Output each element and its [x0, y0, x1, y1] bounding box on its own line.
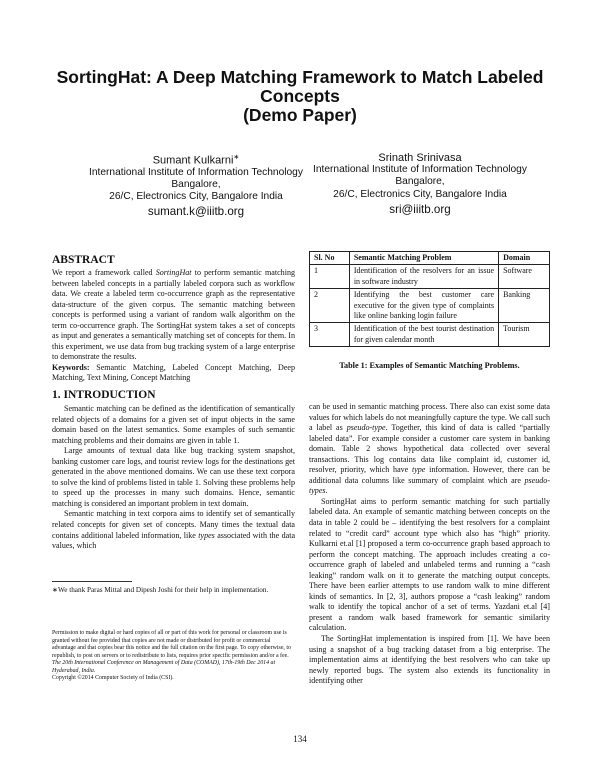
- section-heading-introduction: 1. INTRODUCTION: [52, 389, 156, 401]
- author-block-2: [300, 152, 540, 216]
- page-number: 134: [293, 734, 307, 744]
- table-row: [310, 323, 550, 347]
- table-row: [310, 265, 550, 289]
- table-cell: 1: [310, 265, 350, 289]
- intro-paragraph-3: Semantic matching in text corpora aims to identify set of semantically related concepts for given set of concepts. Many times the textual data contains additional labeled information, like types associated with the data values, which: [52, 509, 296, 551]
- permission-notice: [52, 630, 295, 683]
- introduction-body: [52, 404, 295, 552]
- intro-paragraph-1: Semantic matching can be defined as the identification of semantically related objects of a domains for a given set of input objects in the same domain based on the latest semantics. Some examples of such semantic matching problems and their domains are given in table 1.: [52, 404, 295, 445]
- table-cell: Tourism: [499, 323, 550, 347]
- abstract-body: We report a framework called SortingHat to perform semantic matching between labeled concepts in a partially labeled corpora such as workflow data. We create a labeled term co-occurrence graph as the representative data-structure of the given corpus. The semantic matching between concepts is performed using a variant of random walk algorithm on the term co-occurrence graph. The SortingHat system takes a set of concepts as input and generates a semantically matching set of concepts for them. In this experiment, we use data from bug tracking system of a large enterprise to demonstrate the results. Keywords: Semantic Matching, Labeled Concept Matching, Deep Matching, Text Mining, Concept Matching: [52, 268, 295, 383]
- table-cell: Banking: [499, 289, 550, 323]
- author-email[interactable]: sri@iiitb.org: [389, 202, 451, 216]
- table-semantic-matching-problems: [309, 251, 550, 347]
- title-line-1: SortingHat: A Deep Matching Framework to Match Labeled: [56, 67, 544, 87]
- table-row: [310, 289, 550, 323]
- title-line-2: Concepts: [260, 86, 340, 106]
- paper-title: [20, 68, 580, 125]
- table-cell: Software: [499, 265, 550, 289]
- table-cell: 3: [310, 323, 350, 347]
- abstract-heading: ABSTRACT: [52, 254, 115, 266]
- conference-info: The 20th International Conference on Management of Data (COMAD), 17th-19th Dec 2014 at Hyderabad, India.: [52, 660, 276, 674]
- right-paragraph-1: can be used in semantic matching process. There also can exist some data values for which labels do not meaningfully capture the type. We call such a label as pseudo-type. Together, this kind of data is called “partially labeled data”. For example consider a customer care system in banking domain. Table 2 shows hypothetical data collected over several transactions. This log contains data like complaint id, customer id, resolver, priority, which have type information. However, there can be additional data columns like summary of complaint which are pseudo-types.: [309, 402, 550, 496]
- author-affiliation-line: 26/C, Electronics City, Bangalore India: [333, 188, 507, 200]
- table-header-cell: Sl. No: [310, 252, 350, 265]
- table-header-cell: Semantic Matching Problem: [349, 252, 498, 265]
- title-line-3: (Demo Paper): [243, 105, 357, 125]
- author-affiliation-line: International Institute of Information Technology: [313, 164, 527, 176]
- author-affiliation-line: Bangalore,: [395, 176, 445, 188]
- author-email[interactable]: sumant.k@iiitb.org: [147, 205, 245, 219]
- table-header-row: [310, 252, 550, 265]
- right-paragraph-2: SortingHat aims to perform semantic matching for such partially labeled data. An example of semantic matching between concepts on the data in table 2 could be – identifying the best resolvers for a complaint related to “credit card” account type which also has “high” priority. Kulkarni et.al [1] proposed a term co-occurrence graph based approach to perform the concept matching. The approach includes creating a co-occurrence graph of labeled and unlabeled terms and running a “cash leaking” random walk on it to generate the matching output concepts. There have been earlier attempts to use random walk to mine different kinds of semantics. In [2, 3], authors propose a “cash leaking” random walk to identify the topical anchor of a set of terms. Yazdani et.al [4] present a random walk based framework for semantic similarity calculation.: [309, 496, 550, 633]
- table-cell: Identifying the best customer care executive for the given type of complaints like online banking login failure: [349, 289, 498, 323]
- author-affiliation-line: 26/C, Electronics City, Bangalore India: [109, 191, 283, 203]
- copyright-line: Copyright ©2014 Computer Society of India (CSI).: [52, 675, 174, 681]
- table-cell: Identification of the resolvers for an issue in software industry: [349, 265, 498, 289]
- keywords-label: Keywords:: [52, 362, 90, 372]
- permission-text: Permission to make digital or hard copies of all or part of this work for personal or classroom use is granted without fee provided that copies are not made or distributed for profit or commercial advantage and that copies bear this notice and the full citation on the first page. To copy otherwise, to republish, to post on servers or to redistribute to lists, requires prior specific permission and/or a fee.: [52, 630, 291, 659]
- table-caption: Table 1: Examples of Semantic Matching Problems.: [339, 361, 520, 370]
- keywords-list: Semantic Matching, Labeled Concept Matching, Deep Matching, Text Mining, Concept Matching: [52, 362, 295, 383]
- author-block-1: [76, 152, 316, 219]
- author-name: Srinath Srinivasa: [378, 152, 462, 164]
- intro-paragraph-2: Large amounts of textual data like bug tracking system snapshot, banking customer care logs, and tourist review logs for the destinations get generated in the above mentioned domains. We can use these text corpora to solve the kind of problems listed in table 1. Solving these problems help to speed up the processes in many such domains. Hence, semantic matching is considered an important problem in text domain.: [52, 446, 295, 508]
- footnote-rule: [52, 581, 132, 582]
- author-affiliation-line: International Institute of Information Technology: [89, 166, 303, 178]
- author-affiliation-line: Bangalore,: [171, 179, 221, 191]
- table-cell: 2: [310, 289, 350, 323]
- right-column-body: [309, 402, 550, 687]
- table-cell: Identification of the best tourist destination for given calendar month: [349, 323, 498, 347]
- author-name: Sumant Kulkarni∗: [152, 154, 240, 167]
- right-paragraph-3: The SortingHat implementation is inspired from [1]. We have been using a snapshot of a bug tracking dataset from a big enterprise. The implementation aims at identifying the best resolvers who can take up newly reported bugs. The system also extends its functionality in identifying other: [309, 634, 550, 686]
- footnote: ∗We thank Paras Mittal and Dipesh Joshi for their help in implementation.: [52, 586, 269, 594]
- table-header-cell: Domain: [499, 252, 550, 265]
